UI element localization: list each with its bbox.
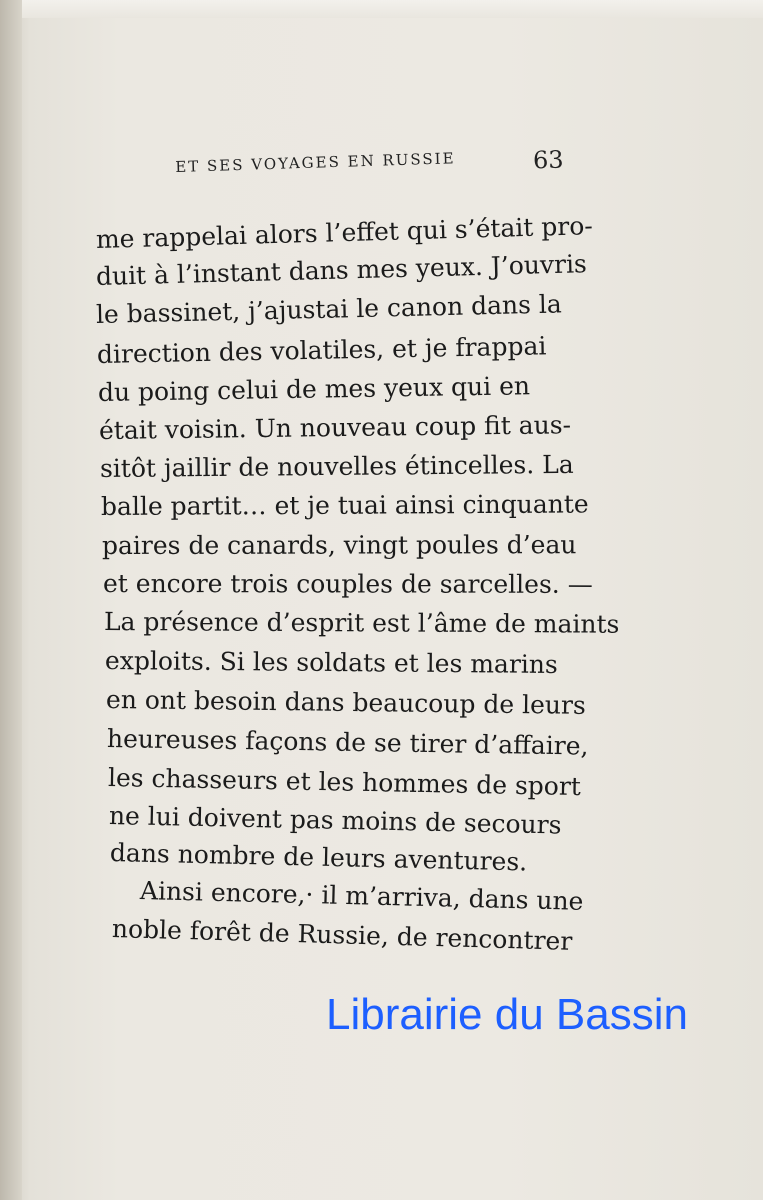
page-number: 63	[532, 145, 564, 175]
body-line: en ont besoin dans beaucoup de leurs	[105, 685, 586, 720]
body-line: était voisin. Un nouveau coup fit aus-	[98, 410, 572, 445]
watermark-text: Librairie du Bassin	[326, 990, 688, 1039]
body-line: les chasseurs et les hommes de sport	[107, 763, 582, 802]
body-line: direction des volatiles, et je frappai	[96, 331, 547, 369]
page-gutter	[0, 0, 22, 1200]
body-line: Ainsi encore,· il m’arriva, dans une	[139, 876, 584, 916]
body-line: paires de canards, vingt poules d’eau	[101, 530, 577, 560]
body-line: heureuses façons de se tirer d’affaire,	[106, 724, 589, 761]
body-line: le bassinet, j’ajustai le canon dans la	[95, 289, 563, 329]
body-line: du poing celui de mes yeux qui en	[97, 371, 531, 407]
body-line: exploits. Si les soldats et les marins	[104, 646, 558, 679]
body-line: ne lui doivent pas moins de secours	[108, 801, 562, 840]
body-line: noble forêt de Russie, de rencontrer	[111, 914, 573, 956]
running-header: ET SES VOYAGES EN RUSSIE	[175, 149, 456, 176]
page-top-edge	[0, 0, 763, 18]
body-line: La présence d’esprit est l’âme de maints	[103, 607, 620, 639]
body-line: duit à l’instant dans mes yeux. J’ouvris	[95, 249, 588, 291]
body-line: balle partit… et je tuai ainsi cinquante	[100, 489, 589, 521]
body-line: et encore trois couples de sarcelles. —	[102, 569, 593, 599]
body-line: sitôt jaillir de nouvelles étincelles. La	[99, 449, 574, 483]
body-line: dans nombre de leurs aventures.	[109, 838, 528, 877]
body-line: me rappelai alors l’effet qui s’était pro-	[95, 211, 594, 254]
